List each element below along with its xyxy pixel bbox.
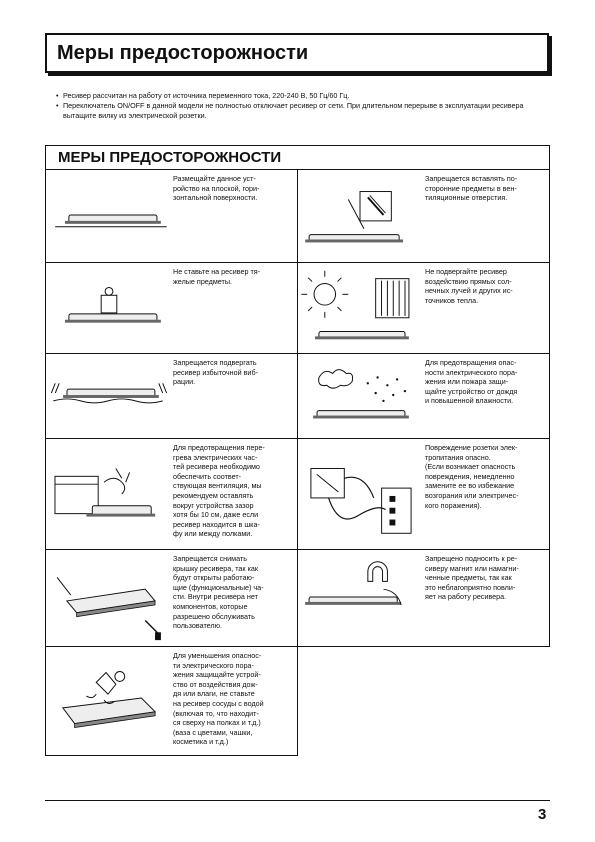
precaution-cell bbox=[45, 169, 298, 263]
precaution-text: Не ставьте на ресивер тя- желые предметы. bbox=[173, 267, 261, 286]
precaution-cell bbox=[45, 438, 298, 550]
footer-divider bbox=[45, 800, 550, 801]
paperclip-illustration bbox=[298, 170, 423, 262]
magnet-illustration bbox=[298, 550, 423, 646]
heavy-object-illustration bbox=[46, 263, 171, 353]
note-item: • Ресивер рассчитан на работу от источника переменного тока, 220-240 В, 50 Гц/60 Гц. bbox=[56, 91, 546, 101]
notes-list bbox=[56, 91, 546, 121]
precaution-cell bbox=[297, 169, 550, 263]
precaution-cell bbox=[45, 646, 298, 756]
flat-surface-illustration bbox=[46, 170, 171, 262]
page-number: 3 bbox=[538, 806, 547, 823]
precaution-cell bbox=[297, 262, 550, 354]
precaution-text: Размещайте данное уст- ройство на плоской, гори- зонтальной поверхности. bbox=[173, 174, 260, 203]
precaution-text: Запрещено подносить к ре- сиверу магнит или намагни- ченные предметы, так как это неблагоприятно повли- яет на работу ресивера. bbox=[425, 554, 519, 602]
precaution-cell bbox=[297, 438, 550, 550]
screwdriver-illustration bbox=[46, 550, 171, 646]
power-outlet-illustration bbox=[298, 439, 423, 549]
precaution-text: Для предотвращения пере- грева электрических час- тей ресивера необходимо обеспечить соответ- ствующая вентиляция, мы рекомендуем оставлять вокруг устройства зазор хотя бы 10 см, даже если ресивер находится в шка- фу или между полками. bbox=[173, 443, 265, 539]
sun-heater-illustration bbox=[298, 263, 423, 353]
vibration-illustration bbox=[46, 354, 171, 438]
precaution-cell bbox=[297, 549, 550, 647]
precaution-text: Повреждение розетки элек- тропитания опасно. (Если возникает опасность повреждения, немедленно замените ее во избежание возгорания или электричес- кого поражения). bbox=[425, 443, 519, 510]
precaution-text: Запрещается вставлять по- сторонние предметы в вен- тиляционные отверстия. bbox=[425, 174, 518, 203]
precaution-text: Запрещается подвергать ресивер избыточной виб- рации. bbox=[173, 358, 258, 387]
precautions-panel bbox=[45, 145, 550, 755]
precaution-cell bbox=[45, 262, 298, 354]
page-title-box bbox=[45, 33, 549, 73]
precaution-cell bbox=[45, 549, 298, 647]
precaution-text: Для уменьшения опаснос- ти электрического пора- жения защищайте устрой- ство от воздействия дож- дя или влаги, не ставьте на ресивер сосуды с водой (включая то, что находит- ся сверху на полках и т.д.) (ваза с цветами, чашки, косметика и т.д.) bbox=[173, 651, 264, 747]
precaution-text: Не подвергайте ресивер воздействию прямых сол- нечных лучей и других ис- точников тепла. bbox=[425, 267, 513, 305]
ventilation-illustration bbox=[46, 439, 171, 549]
panel-heading: МЕРЫ ПРЕДОСТОРОЖНОСТИ bbox=[45, 145, 550, 170]
precaution-text: Запрещается снимать крышку ресивера, так как будут открыты работаю- щие (функциональные) ча- сти. Внутри ресивера нет компонентов, которые разрешено обслуживать пользователю. bbox=[173, 554, 264, 631]
note-item: • Переключатель ON/OFF в данной модели не полностью отключает ресивер от сети. При длительном перерыве в эксплуатации ресивера вытащите вилку из электрической розетки. bbox=[56, 101, 546, 121]
precaution-cell bbox=[45, 353, 298, 439]
page-title: Меры предосторожности bbox=[57, 41, 309, 64]
precaution-text: Для предотвращения опас- ности электрического пора- жения или пожара защи- щайте устройство от дождя и повышенной влажности. bbox=[425, 358, 518, 406]
rain-illustration bbox=[298, 354, 423, 438]
precaution-cell bbox=[297, 353, 550, 439]
spill-illustration bbox=[46, 647, 171, 755]
